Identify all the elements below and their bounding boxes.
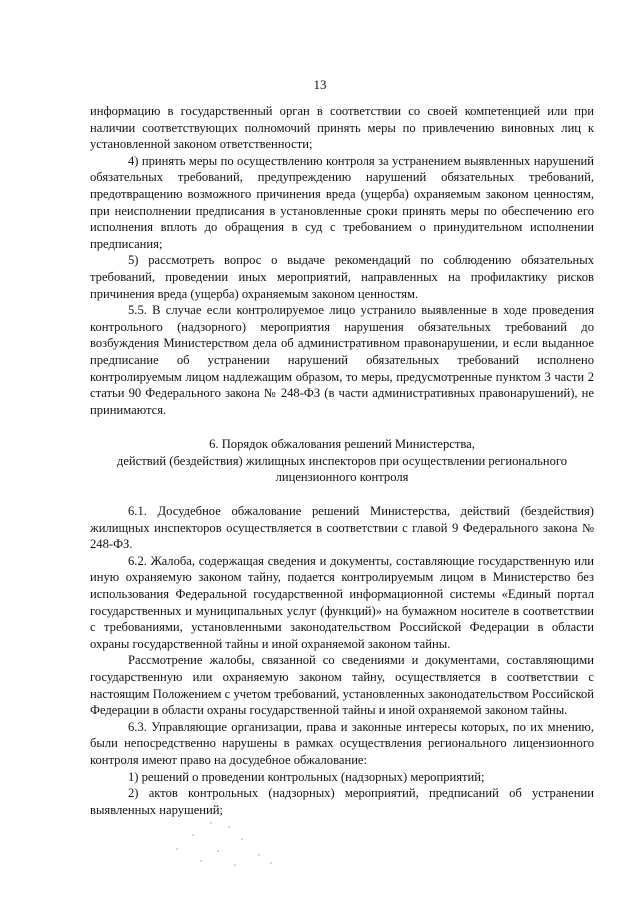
list-item-2: 2) актов контрольных (надзорных) мероприятий, предписаний об устранении выявленных нарушений;: [90, 786, 594, 817]
paragraph-6-1: 6.1. Досудебное обжалование решений Министерства, действий (бездействия) жилищных инспекторов осуществляется в соответствии с главой 9 Федерального закона № 248-ФЗ.: [90, 504, 594, 552]
paragraph-6-2: 6.2. Жалоба, содержащая сведения и документы, составляющие государственную или иную охраняемую законом тайну, подается контролируемым лицом в Министерство без использования Федеральной государственной информационной системы «Единый портал государственных и муниципальных услуг (функций)» на бумажном носителе в соответствии с требованиями, установленными законодательством Российской Федерации в области охраны государственной тайны и иной охраняемой законом тайны.: [90, 553, 594, 651]
paragraph-item-5: 5) рассмотреть вопрос о выдаче рекомендаций по соблюдению обязательных требований, проведении иных мероприятий, направленных на профилактику рисков причинения вреда (ущерба) охраняемым законом ценностям.: [90, 253, 594, 301]
section-heading: [90, 436, 594, 486]
paragraph-6-3: 6.3. Управляющие организации, права и законные интересы которых, по их мнению, были непосредственно нарушены в рамках осуществления регионального лицензионного контроля имеют право на досудебное обжалование:: [90, 719, 594, 767]
document-body: [90, 103, 594, 818]
paragraph-review: Рассмотрение жалобы, связанной со сведениями и документами, составляющими государственную или охраняемую законом тайну, осуществляется в соответствии с настоящим Положением с учетом требований, установленных законодательством Российской Федерации в области охраны государственной тайны и иной охраняемой законом тайны.: [90, 653, 594, 718]
section-heading-line-3: лицензионного контроля: [275, 470, 409, 485]
scan-artifact-marks: [170, 820, 290, 868]
paragraph-item-4: 4) принять меры по осуществлению контроля за устранением выявленных нарушений обязательных требований, предупреждению нарушений обязательных требований, предотвращению возможного причинения вреда (ущерба) охраняемым законом ценностям, при неисполнении предписания в установленные сроки принять меры по обеспечению его исполнения вплоть до обращения в суд с требованием о принудительном исполнении предписания;: [90, 153, 594, 251]
section-heading-line-2: действий (бездействия) жилищных инспекторов при осуществлении регионального: [116, 453, 568, 468]
list-item-1: 1) решений о проведении контрольных (надзорных) мероприятий;: [128, 769, 485, 784]
section-heading-line-1: 6. Порядок обжалования решений Министерства,: [209, 437, 475, 452]
paragraph-5-5: 5.5. В случае если контролируемое лицо устранило выявленные в ходе проведения контрольного (надзорного) мероприятия нарушения обязательных требований до возбуждения Министерством дела об административном правонарушении, и если выданное предписание об устранении нарушений обязательных требований исполнено контролируемым лицом надлежащим образом, то меры, предусмотренные пунктом 3 части 2 статьи 90 Федерального закона № 248-ФЗ (в части административных правонарушений), не принимаются.: [90, 303, 594, 417]
paragraph-continuation: информацию в государственный орган в соответствии со своей компетенцией или при наличии соответствующих полномочий принять меры по привлечению виновных лиц к установленной законом ответственности;: [90, 104, 594, 152]
page-number: 13: [313, 77, 327, 92]
